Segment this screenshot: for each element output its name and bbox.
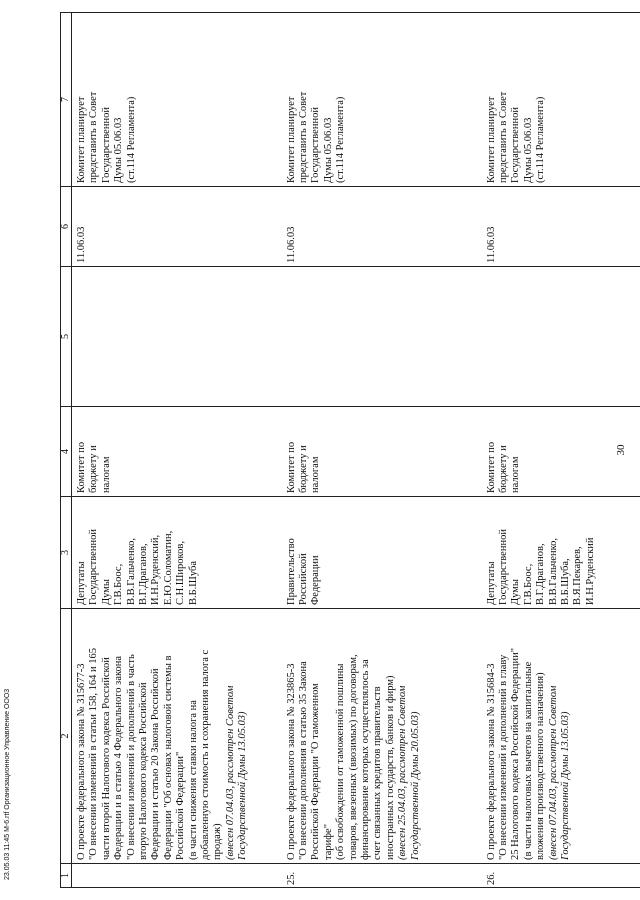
date-cell [282, 187, 482, 267]
row-number: 25. [285, 871, 297, 885]
initiator-line: В.Г.Драганов, [535, 543, 547, 605]
initiator-line: Правительство [285, 538, 297, 605]
date-line: 11.06.03 [485, 226, 497, 263]
bill-description-line: (об освобождении от таможенной пошлины [335, 663, 347, 860]
committee-line: бюджету и [497, 445, 509, 493]
bill-description-line: продаж) [212, 823, 224, 860]
col-header-5: 5 [61, 267, 72, 407]
committee-line: налогам [510, 456, 522, 493]
col-header-3: 3 [61, 497, 72, 609]
status-line: (ст.114 Регламента) [125, 96, 137, 183]
bill-description-line: Российской Федерации" [175, 751, 187, 860]
bill-note-line: Государственной Думы 13.05.03) [237, 711, 249, 860]
bill-description-line: финансирование которых осуществлялось за [359, 659, 371, 860]
status-line: представить в Совет [88, 91, 100, 183]
column-5-cell [482, 267, 640, 407]
committee-line: налогам [100, 456, 112, 493]
initiator-line: И.Н.Руденский, [150, 534, 162, 605]
initiator-line: В.Я.Пекарев, [572, 546, 584, 605]
bill-note-line: (внесен 07.04.03, рассмотрен Советом [224, 685, 236, 860]
initiator-line: Депутаты [485, 561, 497, 605]
bill-description-line: "О внесении изменений и дополнений в часть [125, 654, 137, 860]
bill-description-line: добавленную стоимость и сохранения налога с [200, 649, 212, 860]
bill-description-line: Российской Федерации "О таможенном [310, 683, 322, 860]
status-line: Думы 05.06.03 [522, 117, 534, 183]
date-line: 11.06.03 [76, 226, 87, 263]
row-number-cell [482, 864, 640, 888]
initiator-line: Российской [297, 553, 309, 605]
col-header-4: 4 [61, 407, 72, 497]
table-row [482, 13, 640, 888]
initiator-line: Думы [510, 579, 522, 605]
status-line: Государственной [510, 107, 522, 183]
table-row [282, 13, 482, 888]
initiator-line: Федерации [310, 555, 322, 605]
date-line: 11.06.03 [285, 226, 297, 263]
committee-line: бюджету и [88, 445, 100, 493]
status-line: Государственной [100, 107, 112, 183]
status-line: Думы 05.06.03 [322, 117, 334, 183]
bill-description-line: вторую Налогового кодекса Российской [138, 682, 150, 860]
date-cell [482, 187, 640, 267]
col-header-7: 7 [61, 13, 72, 187]
initiator-line: И.Н.Руденский [584, 537, 596, 605]
initiator-line: Депутаты [76, 561, 87, 605]
bill-description-line: О проекте федерального закона № 315677-3 [76, 663, 87, 860]
bill-description-line: 25 Налогового кодекса Российской Федерации" [510, 648, 522, 860]
bill-description-line: О проекте федерального закона № 315684-3 [485, 663, 497, 860]
bill-description-line: вложения производственного назначения) [535, 672, 547, 860]
initiator-line: Государственной [88, 529, 100, 605]
row-number: 26. [485, 871, 497, 885]
initiator-line: В.Б.Шуба [187, 561, 199, 605]
date-cell [72, 187, 282, 267]
col-header-6: 6 [61, 187, 72, 267]
table-row [72, 13, 282, 888]
committee-line: налогам [310, 456, 322, 493]
bill-note-line: (внесен 25.04.03, рассмотрен Советом [397, 685, 409, 860]
initiator-cell [482, 497, 640, 609]
status-cell [72, 13, 282, 187]
bill-note-line: Государственной Думы 20.05.03) [409, 711, 421, 860]
committee-line: Комитет по [485, 441, 497, 493]
initiator-line: Е.Ю.Соломатин, [162, 530, 174, 605]
bill-description-line: иностранных государств, банков и фирм) [384, 675, 396, 860]
committee-line: Комитет по [285, 441, 297, 493]
bill-description-cell [282, 609, 482, 864]
status-line: Комитет планирует [285, 96, 297, 183]
status-line: Государственной [310, 107, 322, 183]
bill-note-line: Государственной Думы 13.05.03) [559, 711, 571, 860]
initiator-line: В.В.Гальченко, [125, 537, 137, 605]
committee-cell [282, 407, 482, 497]
table-body [72, 13, 640, 888]
status-line: Думы 05.06.03 [113, 117, 125, 183]
bill-note-line: (внесен 07.04.03, рассмотрен Советом [547, 685, 559, 860]
initiator-line: Думы [100, 579, 112, 605]
bill-description-line: Федерации и в статью 4 Федерального закона [113, 655, 125, 860]
status-line: Комитет планирует [485, 96, 497, 183]
status-line: (ст.114 Регламента) [335, 96, 347, 183]
bill-description-line: (в части налоговых вычетов на капитальные [522, 661, 534, 860]
page-number: 30 [615, 444, 627, 456]
bill-description-line: счет связанных кредитов правительств [372, 686, 384, 860]
bill-description-cell [482, 609, 640, 864]
initiator-line: Г.В.Боос, [113, 563, 125, 605]
bill-description-line: тарифе" [322, 824, 334, 860]
initiator-line: Г.В.Боос, [522, 563, 534, 605]
header-row [61, 13, 72, 888]
column-5-cell [282, 267, 482, 407]
status-line: представить в Совет [297, 91, 309, 183]
committee-line: Комитет по [76, 441, 87, 493]
bill-description-line: части второй Налогового кодекса Российской [100, 657, 112, 860]
row-number-cell [282, 864, 482, 888]
bill-description-line: (в части снижения ставки налога на [187, 700, 199, 860]
column-5-cell [72, 267, 282, 407]
committee-cell [72, 407, 282, 497]
col-header-2: 2 [61, 609, 72, 864]
bills-table [60, 12, 640, 888]
status-cell [482, 13, 640, 187]
bill-description-line: "О внесении изменений в статьи 158, 164 и 165 [88, 648, 100, 860]
bill-description-line: О проекте федерального закона № 323865-3 [285, 663, 297, 860]
initiator-cell [72, 497, 282, 609]
initiator-line: С.Н.Широков, [175, 541, 187, 605]
committee-line: бюджету и [297, 445, 309, 493]
initiator-cell [282, 497, 482, 609]
bill-description-line: "О внесении изменений и дополнений в главу [497, 654, 509, 860]
row-number-cell [72, 864, 282, 888]
bill-description-line: Федерации "Об основах налоговой системы в [162, 655, 174, 860]
footer-text: 23.05.03 11:45 М-6.rtf Организационное Управление ООО3 [4, 688, 11, 880]
bill-description-line: Федерации и статью 20 Закона Российской [150, 668, 162, 860]
status-cell [282, 13, 482, 187]
col-header-1: 1 [61, 864, 72, 888]
initiator-line: В.Г.Драганов, [138, 543, 150, 605]
status-line: Комитет планирует [76, 96, 87, 183]
status-line: (ст.114 Регламента) [535, 96, 547, 183]
initiator-line: В.Б.Шуба, [559, 558, 571, 605]
committee-cell [482, 407, 640, 497]
bill-description-line: "О внесении дополнения в статью 35 Закона [297, 661, 309, 860]
status-line: представить в Совет [497, 91, 509, 183]
bill-description-line: товаров, ввезенных (ввозимых) по договорам, [347, 654, 359, 860]
initiator-line: Государственной [497, 529, 509, 605]
bill-description-cell [72, 609, 282, 864]
initiator-line: В.В.Гальченко, [547, 537, 559, 605]
